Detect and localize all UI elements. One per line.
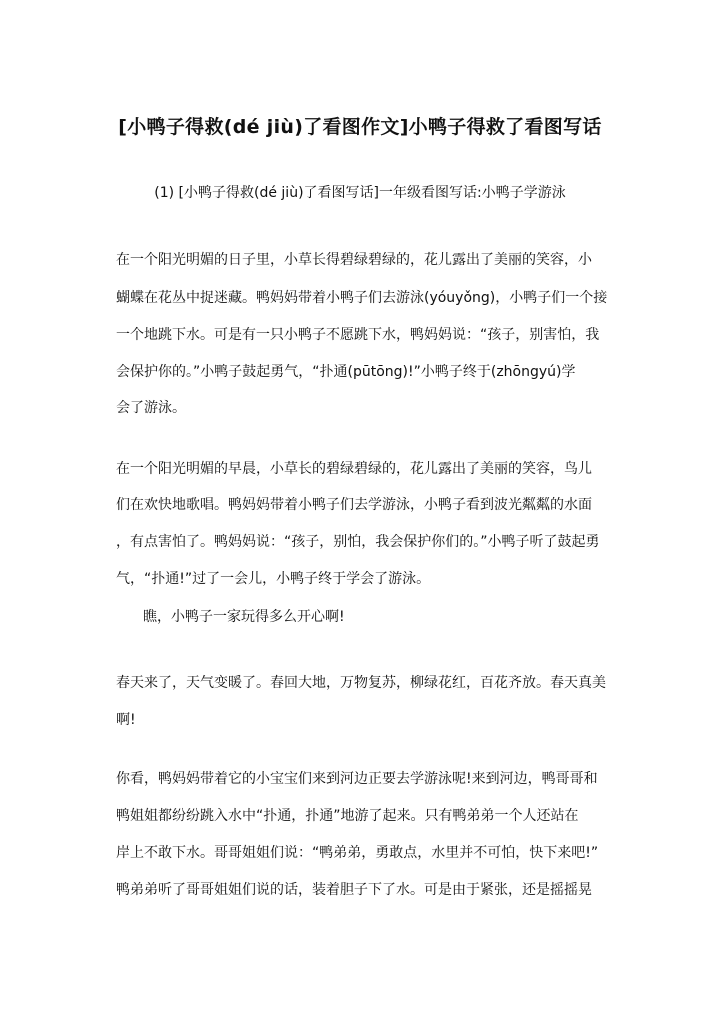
paragraph-line: 在一个阳光明媚的早晨，小草长的碧绿碧绿的，花儿露出了美丽的笑容，鸟儿	[116, 461, 592, 477]
paragraph-line: 啊!	[116, 712, 136, 728]
paragraph-line: 春天来了，天气变暖了。春回大地，万物复苏，柳绿花红，百花齐放。春天真美	[116, 675, 606, 691]
paragraph-line: 鸭姐姐都纷纷跳入水中“扑通，扑通”地游了起来。只有鸭弟弟一个人还站在	[116, 808, 579, 824]
paragraph-line: 瞧，小鸭子一家玩得多么开心啊!	[143, 609, 345, 625]
paragraph-line: 们在欢快地歌唱。鸭妈妈带着小鸭子们去学游泳，小鸭子看到波光粼粼的水面	[116, 497, 592, 513]
paragraph-line: 岸上不敢下水。哥哥姐姐们说：“鸭弟弟，勇敢点，水里并不可怕，快下来吧!”	[116, 845, 599, 861]
paragraph-line: 气，“扑通!”过了一会儿，小鸭子终于学会了游泳。	[116, 571, 431, 587]
paragraph-line: 蝴蝶在花丛中捉迷藏。鸭妈妈带着小鸭子们去游泳(yóuyǒng)，小鸭子们一个接	[116, 290, 608, 306]
paragraph-line: 鸭弟弟听了哥哥姐姐们说的话，装着胆子下了水。可是由于紧张，还是摇摇晃	[116, 882, 592, 898]
paragraph-line: ，有点害怕了。鸭妈妈说：“孩子，别怕，我会保护你们的。”小鸭子听了鼓起勇	[116, 534, 600, 550]
paragraph-line: 会保护你的。”小鸭子鼓起勇气，“扑通(pūtōng)!”小鸭子终于(zhōngyú)学	[116, 364, 576, 380]
paragraph-line: 你看，鸭妈妈带着它的小宝宝们来到河边正要去学游泳呢!来到河边，鸭哥哥和	[116, 771, 598, 787]
paragraph-line: 会了游泳。	[116, 400, 186, 416]
paragraph-line: 在一个阳光明媚的日子里，小草长得碧绿碧绿的，花儿露出了美丽的笑容，小	[116, 252, 592, 268]
document-title: [小鸭子得救(dé jiù)了看图作文]小鸭子得救了看图写话	[118, 116, 602, 138]
paragraph-line: 一个地跳下水。可是有一只小鸭子不愿跳下水，鸭妈妈说：“孩子，别害怕，我	[116, 327, 600, 343]
document-subtitle: (1) [小鸭子得救(dé jiù)了看图写话]一年级看图写话:小鸭子学游泳	[154, 185, 566, 201]
